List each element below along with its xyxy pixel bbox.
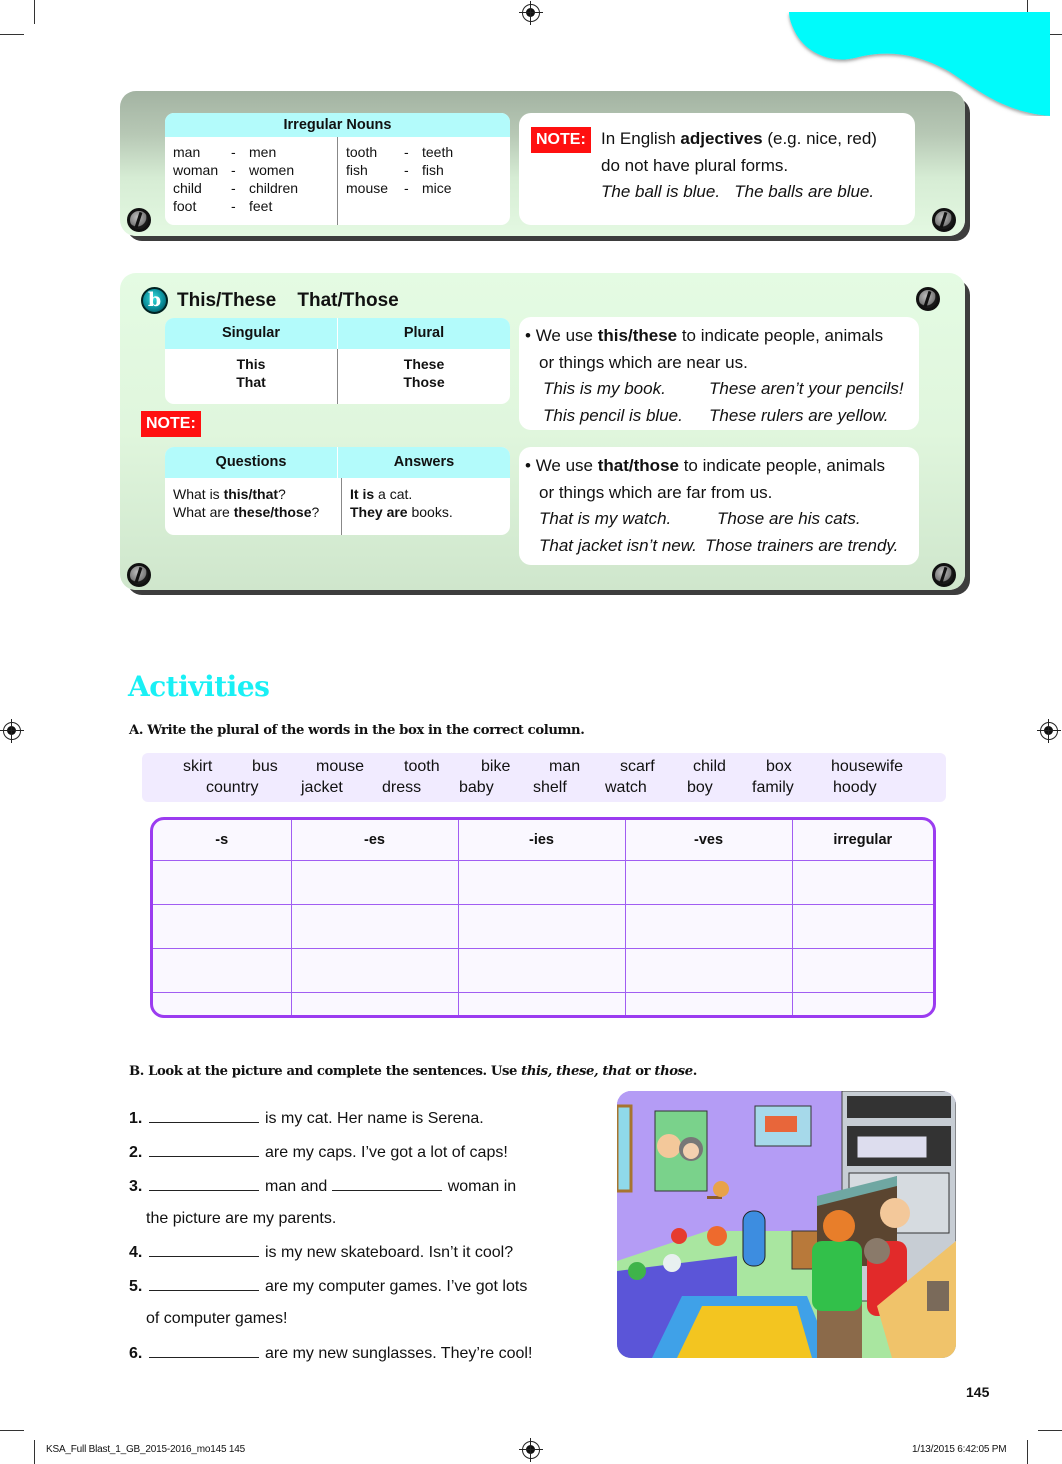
screw-icon (127, 563, 151, 587)
sentence-2: 2. are my caps. I’ve got a lot of caps! (129, 1144, 508, 1161)
sentence-5: 5. are my computer games. I’ve got lots (129, 1278, 528, 1295)
demonstratives-table (165, 318, 510, 404)
questions-column (165, 478, 341, 535)
answer-row (153, 860, 933, 904)
answer: They are books. (350, 504, 453, 520)
singular: man (173, 144, 201, 160)
word: skirt (183, 758, 213, 775)
answer-cell[interactable] (625, 993, 792, 1015)
answer-cell[interactable] (792, 904, 933, 948)
singular: foot (173, 198, 197, 214)
crop-mark (34, 0, 35, 24)
answer-cell[interactable] (792, 949, 933, 993)
noun-pair (346, 161, 502, 179)
col-header-irregular: irregular (792, 820, 933, 860)
word: Those (403, 374, 445, 390)
word: baby (459, 779, 494, 796)
crop-mark (34, 1440, 35, 1464)
bullet-line: • We use this/these to indicate people, animals (525, 326, 884, 345)
dash: - (231, 198, 236, 214)
registration-mark-icon (1040, 722, 1058, 740)
registration-mark-icon (522, 1441, 540, 1459)
section-b-badge: b (141, 287, 168, 314)
crop-mark (1027, 1440, 1028, 1464)
dash: - (404, 144, 409, 160)
word: mouse (316, 758, 365, 775)
noun-pair (173, 197, 329, 215)
irregular-right-column (337, 137, 510, 225)
singular: child (173, 180, 202, 196)
irregular-nouns-table (165, 113, 510, 225)
answer-cell[interactable] (625, 904, 792, 948)
questions-answers-table (165, 447, 510, 535)
note-examples: The ball is blue. The balls are blue. (601, 182, 875, 201)
plural: teeth (422, 144, 454, 160)
answer-cell[interactable] (458, 904, 625, 948)
plural: mice (422, 180, 452, 196)
singular: woman (173, 162, 219, 178)
plural-column (337, 349, 510, 404)
example-row: That is my watch. Those are his cats. (539, 509, 861, 528)
answer-cell[interactable] (458, 949, 625, 993)
answer-blank[interactable] (149, 1143, 259, 1157)
answer-cell[interactable] (792, 860, 933, 904)
word: country (206, 779, 259, 796)
activity-b-instruction: B. Look at the picture and complete the sentences. Use this, these, that or those. (129, 1064, 697, 1079)
sentence-6: 6. are my new sunglasses. They’re cool! (129, 1345, 533, 1362)
answer-cell[interactable] (792, 993, 933, 1015)
crop-mark (1038, 1430, 1062, 1431)
answer-blank[interactable] (149, 1344, 259, 1358)
word: These (403, 356, 445, 372)
bullet-line-2: or things which are near us. (539, 352, 748, 372)
word-box (142, 753, 946, 802)
question: What is this/that? (173, 486, 286, 502)
singular: mouse (346, 180, 389, 196)
plural: feet (249, 198, 273, 214)
adjectives-note (519, 113, 915, 225)
word: shelf (533, 779, 567, 796)
word: family (752, 779, 794, 796)
noun-pair (173, 143, 329, 161)
bedroom-illustration (617, 1091, 956, 1358)
singular: fish (346, 162, 368, 178)
this-these-explanation (519, 317, 919, 430)
answer-row (153, 904, 933, 948)
sentence-5-continued: of computer games! (146, 1310, 288, 1327)
bullet-line: • We use that/those to indicate people, animals (525, 456, 886, 475)
col-header-ves: -ves (625, 820, 792, 860)
word: hoody (833, 779, 877, 796)
plural: fish (422, 162, 444, 178)
word: child (693, 758, 726, 775)
word: box (766, 758, 792, 775)
word: jacket (301, 779, 343, 796)
word: dress (382, 779, 422, 796)
word: scarf (620, 758, 655, 775)
activity-a-instruction: A. Write the plural of the words in the box in the correct column. (129, 723, 585, 738)
singular-column (165, 349, 337, 404)
answer-cell[interactable] (153, 860, 291, 904)
word: boy (687, 779, 713, 796)
dash: - (231, 162, 236, 178)
word: man (549, 758, 581, 775)
answer-blank[interactable] (149, 1277, 259, 1291)
page-number: 145 (966, 1384, 990, 1400)
screw-icon (932, 208, 956, 232)
registration-mark-icon (522, 4, 540, 22)
answer-cell[interactable] (291, 993, 458, 1015)
col-header-plural: Plural (337, 318, 510, 349)
answer-cell[interactable] (291, 860, 458, 904)
answer-cell[interactable] (153, 904, 291, 948)
section-title: This/These That/Those (177, 290, 399, 311)
answer-blank[interactable] (149, 1243, 259, 1257)
screw-icon (916, 287, 940, 311)
answer-row (153, 949, 933, 993)
answer-row (153, 993, 933, 1015)
word: watch (605, 779, 647, 796)
answer-blank[interactable] (149, 1109, 259, 1123)
word: bike (481, 758, 511, 775)
note-tag: NOTE: (141, 411, 201, 437)
plural: children (249, 180, 299, 196)
dash: - (404, 162, 409, 178)
table-title: Irregular Nouns (165, 113, 510, 137)
noun-pair (173, 161, 329, 179)
col-header-ies: -ies (458, 820, 625, 860)
irregular-left-column (165, 137, 337, 225)
answer-blank[interactable] (149, 1177, 259, 1191)
crop-mark (0, 1430, 24, 1431)
col-header-es: -es (291, 820, 458, 860)
dash: - (404, 180, 409, 196)
plural: men (249, 144, 277, 160)
answer-cell[interactable] (291, 949, 458, 993)
that-those-explanation (519, 447, 919, 565)
answer-cell[interactable] (153, 949, 291, 993)
answer-cell[interactable] (153, 993, 291, 1015)
col-header-singular: Singular (165, 318, 337, 349)
dash: - (231, 144, 236, 160)
sentence-3-continued: the picture are my parents. (146, 1210, 337, 1227)
answer-cell[interactable] (458, 993, 625, 1015)
plural: women (249, 162, 295, 178)
note-line-2: do not have plural forms. (601, 155, 789, 175)
screw-icon (127, 208, 151, 232)
word: This (236, 356, 266, 372)
col-header-answers: Answers (337, 447, 510, 478)
note-tag: NOTE: (531, 127, 591, 153)
screw-icon (932, 563, 956, 587)
example-row: This pencil is blue. These rulers are yellow. (543, 405, 889, 425)
crop-mark (0, 34, 24, 35)
question: What are these/those? (173, 504, 320, 520)
activities-heading: Activities (128, 670, 270, 703)
col-header-questions: Questions (165, 447, 337, 478)
sentence-1: 1. is my cat. Her name is Serena. (129, 1110, 484, 1127)
answer-blank[interactable] (332, 1177, 442, 1191)
word: That (236, 374, 266, 390)
answers-column (341, 478, 510, 535)
col-header-s: -s (153, 820, 291, 860)
answer-cell[interactable] (291, 904, 458, 948)
answer-cell[interactable] (625, 949, 792, 993)
noun-pair (346, 179, 502, 197)
word: housewife (831, 758, 904, 775)
example-row: This is my book. These aren’t your pencils! (543, 379, 904, 398)
print-slug-right: 1/13/2015 6:42:05 PM (912, 1444, 1007, 1455)
bullet-line-2: or things which are far from us. (539, 482, 773, 502)
sentence-3: 3. man and woman in (129, 1178, 517, 1195)
noun-pair (173, 179, 329, 197)
plural-endings-table (150, 817, 936, 1018)
registration-mark-icon (3, 722, 21, 740)
singular: tooth (346, 144, 378, 160)
example-row: That jacket isn’t new. Those trainers are trendy. (539, 535, 899, 555)
dash: - (231, 180, 236, 196)
answer: It is a cat. (350, 486, 413, 502)
noun-pair (346, 143, 502, 161)
answer-cell[interactable] (625, 860, 792, 904)
answer-cell[interactable] (458, 860, 625, 904)
word: tooth (404, 758, 440, 775)
word: bus (252, 758, 278, 775)
note-line-1: In English adjectives (e.g. nice, red) (601, 129, 877, 148)
sentence-4: 4. is my new skateboard. Isn’t it cool? (129, 1244, 514, 1261)
print-slug-left: KSA_Full Blast_1_GB_2015-2016_mo145 145 (46, 1444, 246, 1455)
